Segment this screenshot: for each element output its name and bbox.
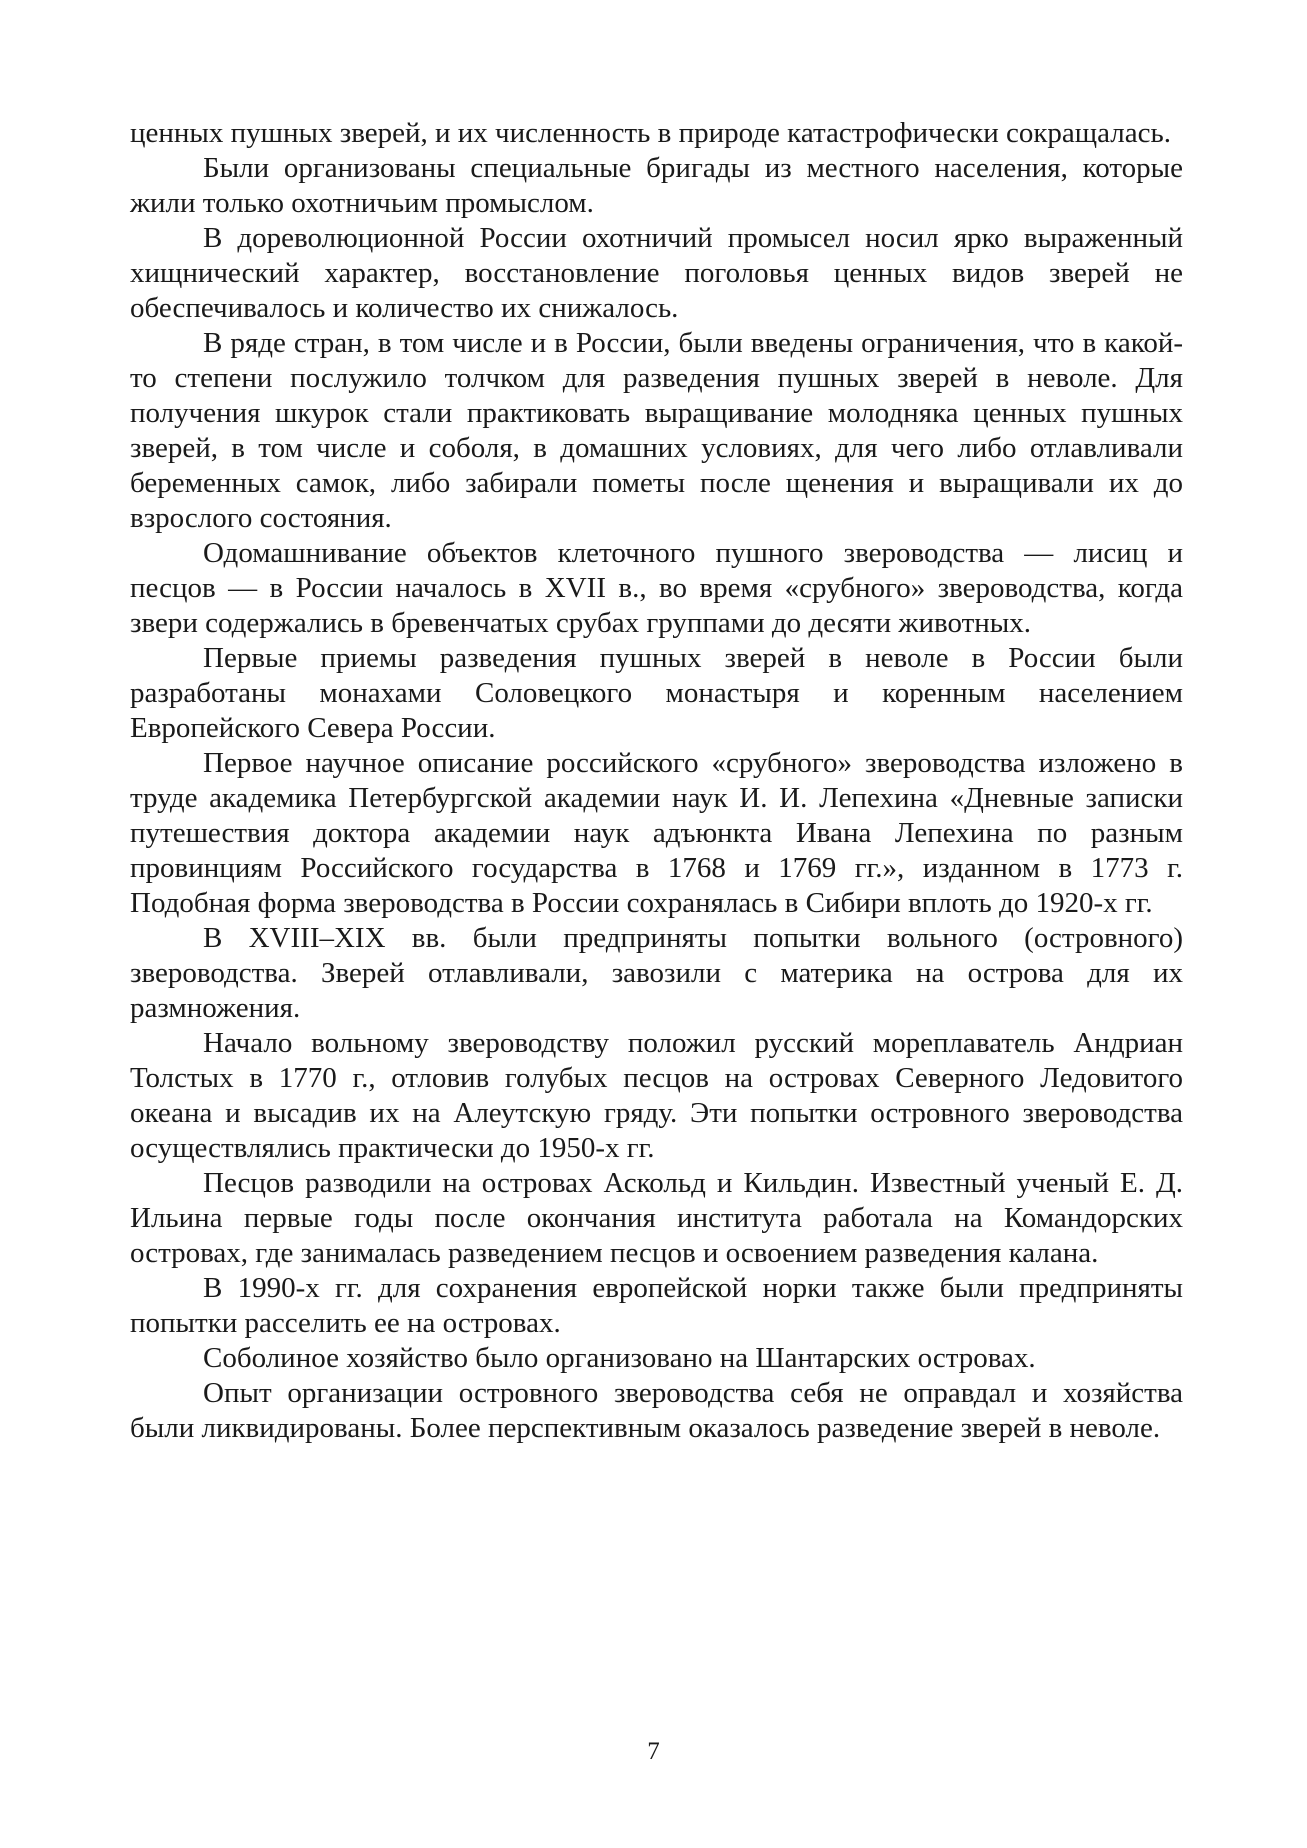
paragraph-6: Первые приемы разведения пушных зверей в неволе в России были разработаны монахами Соловецкого монастыря и коренным населением Европейского Севера России. xyxy=(130,642,1183,744)
paragraph-3: В дореволюционной России охотничий промысел носил ярко выраженный хищнический характер, восстановление поголовья ценных видов зверей не обеспечивалось и количество их снижалось. xyxy=(130,222,1183,324)
page-body xyxy=(130,116,1183,1446)
paragraph-5: Одомашнивание объектов клеточного пушного звероводства — лисиц и песцов — в России началось в XVII в., во время «срубного» звероводства, когда звери содержались в бревенчатых срубах группами до десяти животных. xyxy=(130,537,1183,639)
paragraph-10: Песцов разводили на островах Аскольд и Кильдин. Известный ученый Е. Д. Ильина первые годы после окончания института работала на Командорских островах, где занималась разведением песцов и освоением разведения калана. xyxy=(130,1167,1183,1269)
paragraph-13: Опыт организации островного звероводства себя не оправдал и хозяйства были ликвидированы. Более перспективным оказалось разведение зверей в неволе. xyxy=(130,1377,1183,1444)
paragraph-7: Первое научное описание российского «срубного» звероводства изложено в труде академика Петербургской академии наук И. И. Лепехина «Дневные записки путешествия доктора академии наук адъюнкта Ивана Лепехина по разным провинциям Российского государства в 1768 и 1769 гг.», изданном в 1773 г. Подобная форма звероводства в России сохранялась в Сибири вплоть до 1920-х гг. xyxy=(130,747,1183,919)
paragraph-1: ценных пушных зверей, и их численность в природе катастрофически сокращалась. xyxy=(130,117,1171,149)
page-number: 7 xyxy=(647,1738,660,1765)
paragraph-11: В 1990-х гг. для сохранения европейской норки также были предприняты попытки расселить ее на островах. xyxy=(130,1272,1183,1339)
paragraph-4: В ряде стран, в том числе и в России, были введены ограничения, что в какой-то степени послужило толчком для разведения пушных зверей в неволе. Для получения шкурок стали практиковать выращивание молодняка ценных пушных зверей, в том числе и соболя, в домашних условиях, для чего либо отлавливали беременных самок, либо забирали пометы после щенения и выращивали их до взрослого состояния. xyxy=(130,327,1183,534)
paragraph-2: Были организованы специальные бригады из местного населения, которые жили только охотничьим промыслом. xyxy=(130,152,1183,219)
paragraph-9: Начало вольному звероводству положил русский мореплаватель Андриан Толстых в 1770 г., отловив голубых песцов на островах Северного Ледовитого океана и высадив их на Алеутскую гряду. Эти попытки островного звероводства осуществлялись практически до 1950-х гг. xyxy=(130,1027,1183,1164)
paragraph-8: В XVIII–XIX вв. были предприняты попытки вольного (островного) звероводства. Зверей отлавливали, завозили с материка на острова для их размножения. xyxy=(130,922,1183,1024)
paragraph-12: Соболиное хозяйство было организовано на Шантарских островах. xyxy=(203,1342,1036,1374)
